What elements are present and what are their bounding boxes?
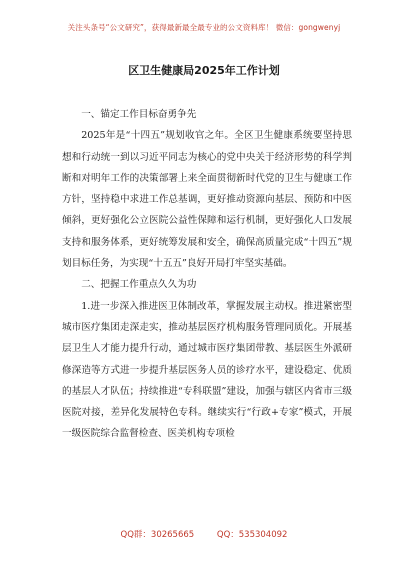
paragraph-2: 1.进一步深入推进医卫体制改革，掌握发展主动权。推进紧密型城市医疗集团走深走实，推动基层医疗机构服务管理同质化。开展基层卫生人才能力提升行动，通过城市医疗集团带教、基层医生外派研修深造等方式进一步提升基层医务人员的诊疗水平，建设稳定、优质的基层人才队伍；持续推进“专科联盟”建设，加强与辖区内省市三级医院对接，差异化发展特色专科。继续实行“行政+专家”模式，开展一级医院综合监督检查、医美机构专项检 [62,300,352,440]
paragraph-1: 2025年是“十四五”规划收官之年。全区卫生健康系统要坚持思想和行动统一到以习近平同志为核心的党中央关于经济形势的科学判断和对明年工作的决策部署上来全面贯彻新时代党的卫生与健康工作方针，坚持稳中求进工作总基调，更好推动资源向基层、预防和中医倾斜，更好强化公立医院公益性保障和运行机制，更好强化人口发展支持和服务体系，更好统筹发展和安全，确保高质量完成“十四五”规划目标任务，为实现“十五五”良好开局打牢坚实基础。 [62,130,352,270]
footer-contacts [0,528,408,540]
section-heading-1: 一、锚定工作目标奋勇争先 [81,109,197,120]
section-heading-2: 二、把握工作重点久久为功 [81,279,197,291]
document-title: 区卫生健康局2025年工作计划 [128,64,280,77]
document-body [62,104,352,445]
footer-qq-group: QQ群：30265665 [120,530,195,540]
header-banner: 关注头条号“公文研究”，获得最新最全最专业的公文资料库！ 微信：gongwenyj [67,23,341,32]
footer-qq: QQ：535304092 [216,530,288,540]
